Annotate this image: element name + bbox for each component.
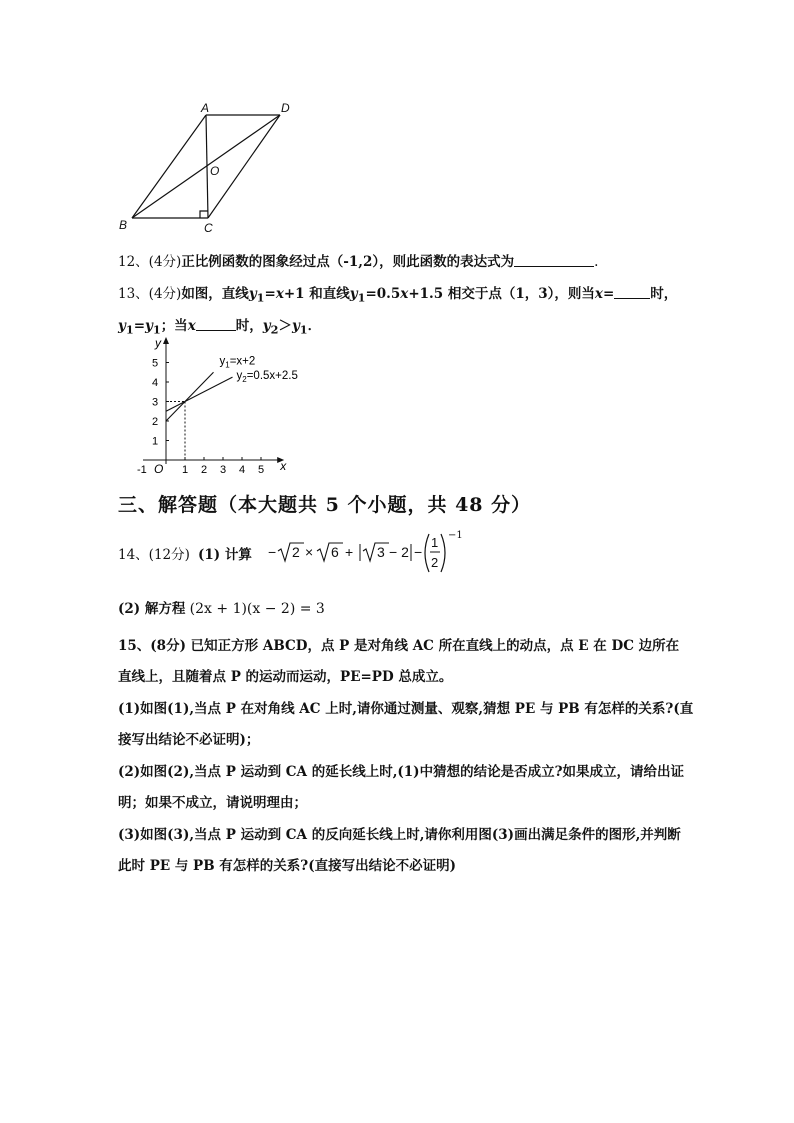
q13-text-g: +1.5 相交于点（1，3），则当: [408, 286, 595, 302]
formula-r3: 3: [377, 544, 385, 560]
q12-text: 正比例函数的图象经过点（-1,2），则此函数的表达式为: [181, 254, 515, 270]
question-13-line1: [118, 282, 677, 305]
q13-x2: x: [400, 286, 409, 302]
formula-minus2: − 2: [389, 544, 409, 560]
label-b: B: [119, 218, 128, 232]
q13-text-i: =: [602, 286, 615, 302]
q12-prefix: 12、(4分): [118, 254, 182, 270]
x-axis-label: x: [280, 459, 287, 473]
label-d: D: [281, 101, 290, 115]
formula-minus: −: [268, 544, 277, 560]
question-12: [118, 250, 598, 270]
q14-part1-label: (1) 计算: [198, 547, 252, 563]
x-tick-label: -1: [137, 464, 147, 476]
parallelogram-figure: [110, 95, 310, 240]
x-tick-label: 5: [258, 464, 265, 476]
x-tick-label: 1: [182, 464, 189, 476]
q13-text-2d: 时，: [235, 318, 263, 334]
paren-right: [441, 534, 445, 572]
q13-sub4: 1: [152, 322, 161, 337]
series-label-1: $y_1=x+2$: [219, 355, 256, 370]
fraction-numerator: 1: [431, 535, 439, 550]
formula-r6: 6: [331, 544, 339, 560]
q13-sub1: 1: [256, 290, 265, 305]
y-axis-arrow: [163, 337, 169, 344]
q13-blank-1[interactable]: [614, 285, 650, 299]
q15-line-2: 直线上，且随着点 P 的运动而运动，PE=PD 总成立。: [118, 669, 453, 685]
q13-y1: y: [248, 286, 257, 302]
formula-exponent: −1: [448, 530, 463, 541]
y-tick-label: 1: [152, 435, 159, 448]
paren-left: [425, 534, 429, 572]
q15-line-1: 15、(8分) 已知正方形 ABCD，点 P 是对角线 AC 所在直线上的动点，点 E 在 DC 边所在: [118, 638, 680, 654]
q15-line-5: (2)如图(2),当点 P 运动到 CA 的延长线上时,(1)中猜想的结论是否成立?如果成立，请给出证: [118, 764, 684, 780]
x-tick-label: 4: [239, 464, 246, 476]
q14-part2-label: (2) 解方程: [118, 601, 186, 617]
q13-text-2e: ＞: [278, 318, 292, 334]
q14-part2-equation: (2x + 1)(x − 2) = 3: [189, 601, 325, 617]
q13-y3: y: [118, 318, 126, 334]
y-tick-label: 4: [152, 377, 159, 389]
q13-blank-2[interactable]: [196, 317, 236, 331]
label-c: C: [204, 221, 213, 235]
q13-text-2b: ；当: [160, 318, 188, 334]
sqrt2-radical: [278, 543, 304, 561]
q13-text-2a: =: [133, 318, 145, 334]
right-angle-mark: [200, 211, 208, 218]
q13-text-e: =0.5: [365, 286, 401, 302]
series-label-2: $y_2=0.5x+2.5$: [236, 370, 298, 385]
q13-text-j: 时，: [650, 286, 678, 302]
series-line-1: [166, 372, 214, 421]
q13-y2: y: [349, 286, 358, 302]
y-tick-label: 5: [152, 357, 159, 370]
q13-x1: x: [275, 286, 284, 302]
q13-x3: x: [594, 286, 603, 302]
q13-sub6: 1: [299, 322, 308, 337]
q13-y4: y: [145, 318, 153, 334]
label-o: O: [210, 164, 220, 178]
sqrt6-radical: [317, 543, 343, 561]
q15-line-4: 接写出结论不必证明)；: [118, 732, 260, 748]
q13-prefix: 13、(4分): [118, 286, 182, 302]
formula-plus: +: [345, 544, 354, 560]
q13-text-b: =: [264, 286, 276, 302]
formula-r2: 2: [292, 544, 300, 560]
q13-text-d: +1 和直线: [283, 286, 350, 302]
question-13-line2: [118, 314, 321, 337]
q13-x4: x: [187, 318, 196, 334]
fraction-denominator: 2: [431, 555, 439, 570]
section-title: 三、解答题（本大题共 5 个小题，共 48 分）: [118, 494, 532, 516]
y-tick-label: 3: [152, 396, 159, 409]
q13-y5: y: [262, 318, 271, 334]
q13-text-2f: ．: [307, 318, 322, 334]
q13-text-a: 如图，直线: [181, 286, 249, 302]
label-a: A: [201, 101, 210, 115]
x-tick-label: 2: [201, 464, 208, 476]
y-tick-label: 2: [152, 416, 159, 428]
x-tick-label: 3: [220, 464, 227, 476]
sqrt3-radical: [363, 543, 389, 561]
line-chart: [110, 335, 298, 476]
series-line-2: [166, 377, 233, 411]
y-axis-label: y: [155, 336, 161, 350]
q15-line-3: (1)如图(1),当点 P 在对角线 AC 上时,请你通过测量、观察,猜想 PE 与 PB 有怎样的关系?(直: [118, 701, 694, 717]
q13-sub3: 1: [125, 322, 134, 337]
q15-line-8: 此时 PE 与 PB 有怎样的关系?(直接写出结论不必证明): [118, 858, 456, 874]
q12-suffix: .: [594, 254, 599, 270]
q13-y6: y: [291, 318, 300, 334]
formula-minus3: −: [414, 544, 423, 560]
q15-line-7: (3)如图(3),当点 P 运动到 CA 的反向延长线上时,请你利用图(3)画出满足条件的图形,并判断: [118, 827, 681, 843]
q14-formula: [268, 530, 448, 578]
q13-sub5: 2: [270, 322, 279, 337]
side-ab: [132, 115, 206, 218]
q14-prefix: 14、(12分): [118, 547, 190, 563]
formula-times: ×: [305, 544, 314, 560]
origin-label: O: [154, 462, 164, 476]
q12-answer-blank[interactable]: [514, 253, 594, 267]
q15-line-6: 明；如果不成立，请说明理由；: [118, 795, 307, 811]
q13-sub2: 1: [357, 290, 366, 305]
question-14-part2: [118, 597, 325, 617]
